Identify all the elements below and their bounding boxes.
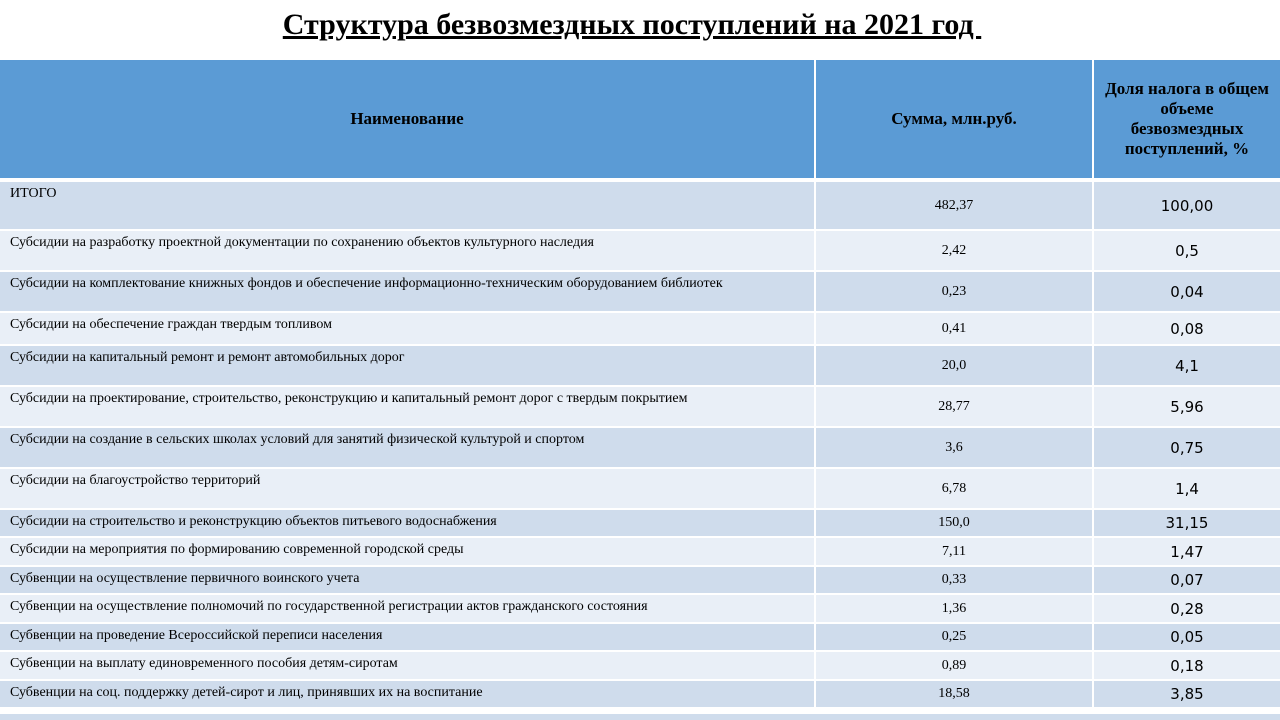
table-row [0,386,1280,427]
row-sum: 150,0 [815,509,1093,537]
row-name: ИТОГО [0,180,815,230]
table-row [0,509,1280,537]
row-name: Субвенции на проведение Всероссийской переписи населения [0,623,815,651]
table-header-row [0,60,1280,180]
row-share: 5,96 [1093,386,1280,427]
table-row [0,623,1280,651]
table-row [0,427,1280,468]
row-name: Субсидии на разработку проектной документации по сохранению объектов культурного наследия [0,230,815,271]
row-name: Субвенции на осуществление первичного воинского учета [0,566,815,594]
column-header-share: Доля налога в общем объеме безвозмездных поступлений, % [1093,60,1280,180]
row-share: 0,05 [1093,623,1280,651]
row-share: 1,4 [1093,468,1280,509]
table-row [0,345,1280,386]
row-share: 4,1 [1093,345,1280,386]
table-row [0,230,1280,271]
row-share: 0,07 [1093,566,1280,594]
row-sum: 28,77 [815,386,1093,427]
row-name: Субсидии на строительство и реконструкцию объектов питьевого водоснабжения [0,509,815,537]
column-header-sum: Сумма, млн.руб. [815,60,1093,180]
table-row [0,537,1280,566]
row-sum: 482,37 [815,180,1093,230]
row-share: 0,08 [1093,312,1280,345]
table-row [0,312,1280,345]
row-sum: 20,0 [815,345,1093,386]
table-row [0,594,1280,623]
row-share: 0,28 [1093,594,1280,623]
row-share: 0,75 [1093,427,1280,468]
row-sum: 6,78 [815,468,1093,509]
row-sum: 18,58 [815,680,1093,708]
row-sum: 7,11 [815,537,1093,566]
row-share: 0,5 [1093,230,1280,271]
row-share: 31,15 [1093,509,1280,537]
table-row-total [0,180,1280,230]
row-share: 3,85 [1093,680,1280,708]
row-name: Субсидии на мероприятия по формированию современной городской среды [0,537,815,566]
row-share: 0,18 [1093,651,1280,680]
table-row [0,651,1280,680]
row-sum: 1,36 [815,594,1093,623]
row-sum: 0,33 [815,566,1093,594]
column-header-name: Наименование [0,60,815,180]
bottom-divider [0,714,1280,720]
row-share: 100,00 [1093,180,1280,230]
row-name: Субвенции на выплату единовременного пособия детям-сиротам [0,651,815,680]
row-sum: 3,6 [815,427,1093,468]
row-name: Субсидии на проектирование, строительство, реконструкцию и капитальный ремонт дорог с твердым покрытием [0,386,815,427]
row-sum: 0,41 [815,312,1093,345]
row-share: 0,04 [1093,271,1280,312]
row-sum: 0,23 [815,271,1093,312]
table-row [0,566,1280,594]
row-name: Субсидии на капитальный ремонт и ремонт автомобильных дорог [0,345,815,386]
row-sum: 0,89 [815,651,1093,680]
table-row [0,680,1280,708]
row-name: Субвенции на осуществление полномочий по государственной регистрации актов гражданского состояния [0,594,815,623]
revenue-structure-table [0,60,1280,709]
row-name: Субсидии на обеспечение граждан твердым топливом [0,312,815,345]
row-sum: 2,42 [815,230,1093,271]
row-name: Субсидии на комплектование книжных фондов и обеспечение информационно-техническим оборудованием библиотек [0,271,815,312]
row-name: Субвенции на соц. поддержку детей-сирот и лиц, принявших их на воспитание [0,680,815,708]
row-share: 1,47 [1093,537,1280,566]
table-row [0,468,1280,509]
row-name: Субсидии на благоустройство территорий [0,468,815,509]
row-sum: 0,25 [815,623,1093,651]
page-title: Структура безвозмездных поступлений на 2021 год [282,8,982,41]
table-row [0,271,1280,312]
row-name: Субсидии на создание в сельских школах условий для занятий физической культурой и спортом [0,427,815,468]
